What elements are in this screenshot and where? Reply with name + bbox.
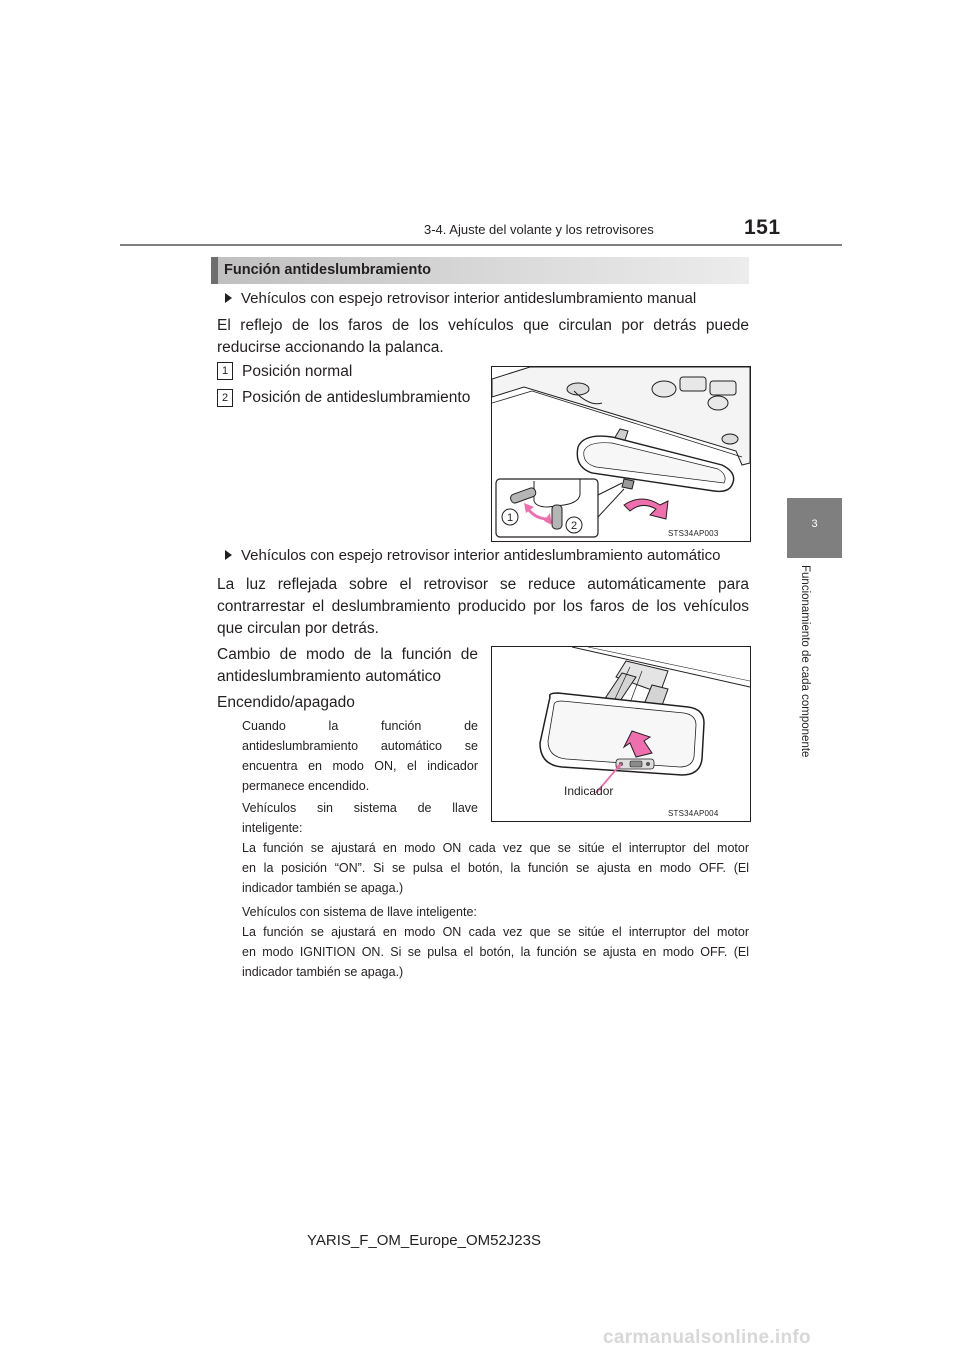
item-label-normal-position: Posición normal [242, 363, 353, 380]
footer-doc-id: YARIS_F_OM_Europe_OM52J23S [307, 1232, 542, 1249]
bullet-auto-text: Vehículos con espejo retrovisor interior antideslumbramiento automático [241, 547, 721, 564]
bullet-manual-mirror [225, 289, 696, 309]
note1-line4: permanece encendido. [242, 779, 370, 793]
auto-mirror-illustration [492, 647, 750, 821]
change-mode-line1: Cambio de modo de la función de [217, 646, 478, 663]
note3-line4: indicador también se apaga.) [242, 965, 404, 979]
item-number-2: 2 [217, 389, 233, 407]
item-number-1: 1 [217, 362, 233, 380]
manual-description-line1: El reflejo de los faros de los vehículos que circulan por detrás puede [217, 317, 749, 334]
chapter-number: 3 [811, 518, 818, 530]
figure-code-manual: STS34AP003 [668, 529, 719, 538]
item-label-antiglare-position: Posición de antideslumbramiento [242, 389, 471, 406]
note1-line2: antideslumbramiento automático se [242, 739, 478, 753]
note2-line4: en la posición “ON”. Si se pulsa el botón, la función se ajusta en modo OFF. (El [242, 861, 749, 875]
note3-line2: La función se ajustará en modo ON cada vez que se sitúe el interruptor del motor [242, 925, 749, 939]
triangle-bullet-icon [225, 293, 232, 303]
figure-auto-mirror [491, 646, 751, 822]
section-heading-accent [211, 257, 218, 284]
on-off-label: Encendido/apagado [217, 694, 355, 711]
note2-line3: La función se ajustará en modo ON cada vez que se sitúe el interruptor del motor [242, 841, 749, 855]
note1-line1: Cuando la función de [242, 719, 478, 733]
header-section-title: 3-4. Ajuste del volante y los retrovisores [424, 222, 654, 237]
bullet-manual-text: Vehículos con espejo retrovisor interior antideslumbramiento manual [241, 290, 697, 307]
chapter-title-vertical: Funcionamiento de cada componente [799, 565, 811, 758]
bullet-auto-mirror [225, 546, 720, 566]
watermark: carmanualsonline.info [603, 1327, 811, 1348]
header-rule [120, 244, 842, 246]
figure-code-auto: STS34AP004 [668, 809, 719, 818]
change-mode-line2: antideslumbramiento automático [217, 668, 442, 685]
note3-line1: Vehículos con sistema de llave inteligente: [242, 905, 477, 919]
note1-line3: encuentra en modo ON, el indicador [242, 759, 478, 773]
section-title: Función antideslumbramiento [224, 262, 432, 278]
callout-1: 1 [506, 512, 514, 524]
auto-description-line2: contrarrestar el deslumbramiento producido por los faros de los vehículos [217, 598, 749, 615]
note2-line5: indicador también se apaga.) [242, 881, 404, 895]
page-number: 151 [744, 216, 781, 239]
manual-mirror-illustration [492, 367, 750, 541]
auto-description-line3: que circulan por detrás. [217, 620, 379, 637]
manual-description-line2: reducirse accionando la palanca. [217, 339, 444, 356]
note2-line2: inteligente: [242, 821, 303, 835]
note2-line1: Vehículos sin sistema de llave [242, 801, 478, 815]
auto-description-line1: La luz reflejada sobre el retrovisor se reduce automáticamente para [217, 576, 749, 593]
figure-manual-mirror [491, 366, 751, 542]
triangle-bullet-icon [225, 550, 232, 560]
callout-2: 2 [570, 520, 578, 532]
note3-line3: en modo IGNITION ON. Si se pulsa el botón, la función se ajusta en modo OFF. (El [242, 945, 749, 959]
indicator-label: Indicador [564, 784, 614, 798]
